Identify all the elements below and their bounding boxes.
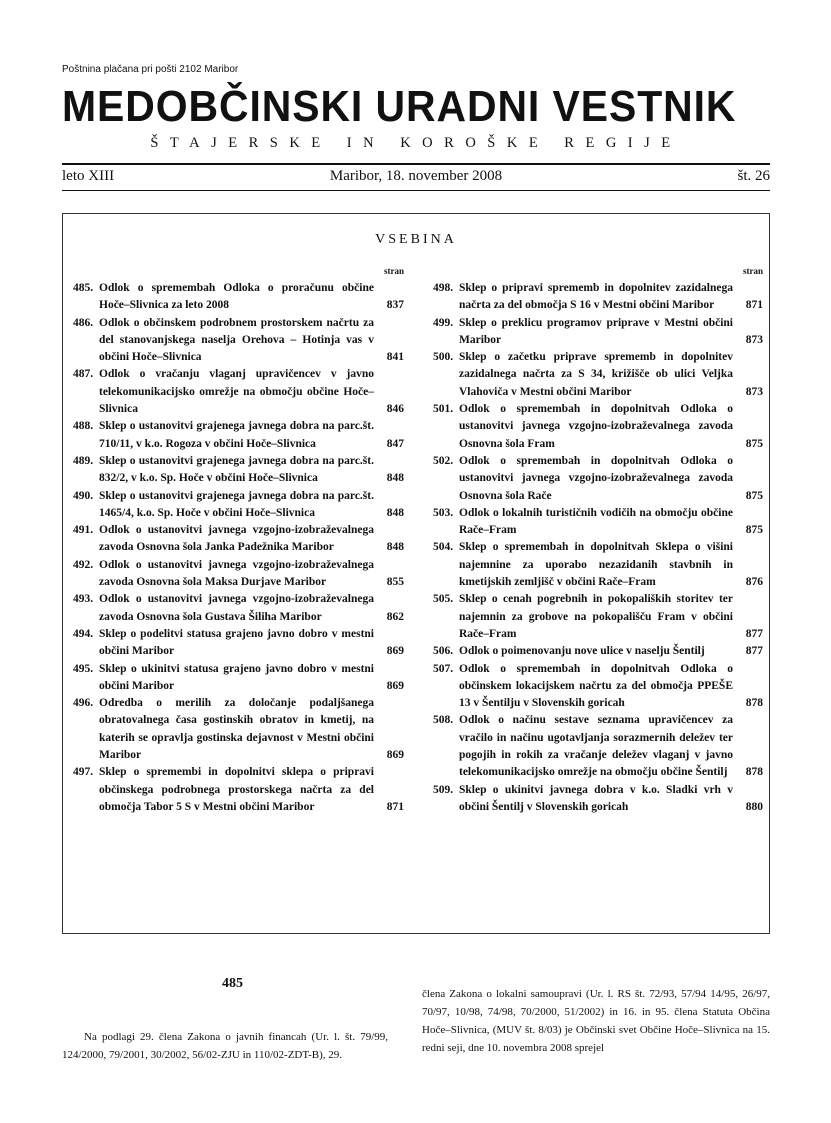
entry-number: 503.	[433, 506, 454, 519]
issue-number: št. 26	[737, 168, 770, 184]
header-divider-top	[62, 163, 770, 165]
entry-number: 506.	[433, 645, 454, 658]
page-column-header: stran	[743, 266, 763, 276]
entry-page: 846	[386, 403, 404, 416]
entry-title: Odredba o merilih za določanje podaljšanega obratovalnega časa gostinskih obratov in kmetij, na katerih se opravlja gostinska dejavnost v Mestni občini Maribor	[99, 697, 374, 762]
entry-title: Odlok o poimenovanju nove ulice v naselju Šentilj	[459, 645, 705, 658]
table-of-contents	[62, 213, 770, 934]
entry-page: 848	[386, 472, 404, 485]
entry-page: 875	[745, 524, 763, 537]
contents-entry[interactable]	[73, 557, 404, 592]
entry-title: Sklep o preklicu programov priprave v Mestni občini Maribor	[459, 316, 733, 346]
postal-note: Poštnina plačana pri pošti 2102 Maribor	[62, 64, 239, 75]
entry-number: 490.	[73, 489, 94, 502]
contents-column-right	[433, 262, 763, 816]
entry-number: 486.	[73, 316, 94, 329]
entry-title: Odlok o ustanovitvi javnega vzgojno-izobraževalnega zavoda Osnovna šola Gustava Šiliha Maribor	[99, 593, 374, 623]
entry-title: Sklep o pripravi sprememb in dopolnitev zazidalnega načrta za del območja S 16 v Mestni občini Maribor	[459, 282, 733, 312]
entry-title: Odlok o ustanovitvi javnega vzgojno-izobraževalnega zavoda Osnovna šola Maksa Durjave Maribor	[99, 558, 374, 589]
entry-title: Sklep o cenah pogrebnih in pokopaliških storitev ter najemnin za grobove na pokopališču Fram v občini Rače–Fram	[459, 593, 733, 640]
entry-number: 509.	[433, 783, 454, 796]
entry-page: 873	[745, 333, 763, 346]
entry-title: Odlok o lokalnih turističnih vodičih na območju občine Rače–Fram	[459, 506, 733, 537]
contents-entry[interactable]	[73, 661, 404, 696]
entry-page: 869	[386, 645, 404, 658]
contents-entry[interactable]	[433, 349, 763, 401]
entry-title: Odlok o ustanovitvi javnega vzgojno-izobraževalnega zavoda Osnovna šola Janka Padežnika Maribor	[99, 524, 374, 554]
contents-entry[interactable]	[73, 366, 404, 418]
entry-page: 878	[745, 766, 763, 779]
contents-entry[interactable]	[73, 522, 404, 557]
entry-page: 869	[386, 679, 404, 692]
contents-entry[interactable]	[433, 539, 763, 591]
contents-entry[interactable]	[73, 488, 404, 523]
contents-column-left	[73, 262, 404, 816]
volume-year: leto XIII	[62, 168, 115, 184]
entry-number: 500.	[433, 351, 454, 364]
entry-title: Sklep o ukinitvi javnega dobra v k.o. Sladki vrh v občini Šentilj v Slovenskih goricah	[459, 783, 733, 813]
contents-entry[interactable]	[433, 712, 763, 781]
entry-number: 487.	[73, 368, 94, 381]
entry-page: 848	[386, 541, 404, 554]
entry-page: 871	[386, 800, 404, 813]
contents-entry[interactable]	[73, 591, 404, 626]
entry-page: 877	[745, 645, 763, 658]
entry-number: 496.	[73, 697, 94, 710]
entry-page: 848	[386, 506, 404, 519]
entry-number: 504.	[433, 541, 454, 554]
entry-number: 492.	[73, 558, 94, 571]
contents-entry[interactable]	[73, 695, 404, 764]
entry-number: 493.	[73, 593, 94, 606]
contents-entry[interactable]	[73, 453, 404, 488]
entry-page: 876	[745, 576, 763, 589]
entry-number: 507.	[433, 662, 454, 675]
entry-page: 877	[745, 627, 763, 640]
article-text-left: Na podlagi 29. člena Zakona o javnih financah (Ur. l. št. 79/99, 124/2000, 79/2001, 30/2002, 56/02-ZJU in 110/02-ZDT-B), 29.	[62, 1031, 388, 1061]
entry-number: 497.	[73, 766, 94, 779]
entry-title: Sklep o ustanovitvi grajenega javnega dobra na parc.št. 832/2, v k.o. Sp. Hoče v občini Hoče–Slivnica	[99, 454, 374, 485]
entry-page: 841	[386, 351, 404, 364]
contents-entry[interactable]	[73, 626, 404, 661]
entry-title: Sklep o podelitvi statusa grajeno javno dobro v mestni občini Maribor	[99, 627, 374, 658]
entry-page: 878	[745, 697, 763, 710]
publication-subtitle: ŠTAJERSKE IN KOROŠKE REGIJE	[150, 135, 682, 151]
entry-number: 501.	[433, 403, 454, 416]
entry-page: 855	[386, 576, 404, 589]
entry-page: 873	[745, 385, 763, 398]
contents-entry[interactable]	[73, 315, 404, 367]
entry-page: 837	[386, 299, 404, 312]
entry-title: Sklep o spremembah in dopolnitvah Sklepa o višini najemnine za uporabo nezazidanih stavbnih in kmetijskih zemljišč v občini Rače–Fram	[459, 541, 733, 589]
entry-title: Odlok o spremembah in dopolnitvah Odloka o ustanovitvi javnega vzgojno-izobraževalnega zavoda Osnovna šola Rače	[459, 454, 733, 502]
entry-page: 875	[745, 437, 763, 450]
contents-entry[interactable]	[433, 643, 763, 660]
entry-number: 488.	[73, 420, 94, 433]
contents-entry[interactable]	[73, 764, 404, 816]
page-column-header: stran	[384, 266, 404, 276]
entry-title: Sklep o ukinitvi statusa grajeno javno dobro v mestni občini Maribor	[99, 662, 374, 692]
contents-title: VSEBINA	[375, 232, 457, 247]
entry-title: Odlok o občinskem podrobnem prostorskem načrtu za del stanovanjskega naselja Orehova – Hotinja vas v občini Hoče–Slivnica	[99, 316, 374, 364]
contents-entry[interactable]	[433, 315, 763, 350]
entry-title: Sklep o ustanovitvi grajenega javnega dobra na parc.št. 1465/4, k.o. Sp. Hoče v občini Hoče–Slivnica	[99, 489, 374, 519]
entry-number: 489.	[73, 454, 94, 467]
entry-title: Odlok o spremembah in dopolnitvah Odloka o ustanovitvi javnega vzgojno-izobraževalnega zavoda Osnovna šola Fram	[459, 403, 733, 450]
contents-entry[interactable]	[433, 401, 763, 453]
issue-date: Maribor, 18. november 2008	[329, 168, 503, 184]
contents-entry[interactable]	[433, 782, 763, 817]
entry-number: 498.	[433, 282, 454, 294]
entry-title: Sklep o spremembi in dopolnitvi sklepa o pripravi občinskega podrobnega prostorskega načrta za del območja Tabor 5 S v Mestni občini Maribor	[99, 766, 374, 813]
entry-title: Odlok o spremembah Odloka o proračunu občine Hoče–Slivnica za leto 2008	[99, 282, 374, 312]
entry-number: 508.	[433, 714, 454, 727]
contents-entry[interactable]	[433, 661, 763, 713]
contents-entry[interactable]	[433, 453, 763, 505]
entry-title: Odlok o načinu sestave seznama upravičencev za vračilo in načinu ugotavljanja sorazmernih deležev ter pogojih in rokih za vračanje deležev vlaganj v javno telekomunikacijsko omrežje na območju občine Šentilj	[459, 714, 733, 779]
article-text-right: člena Zakona o lokalni samoupravi (Ur. l. RS št. 72/93, 57/94 14/95, 26/97, 70/97, 10/98, 74/98, 70/2000, 51/2002) in 16. in 95. člena Statuta Občina Hoče–Slivnica, (MUV št. 8/03) je Občinski svet Občine Hoče–Slivnica na 15. redni seji, dne 10. novembra 2008 sprejel	[422, 988, 770, 1054]
entry-title: Sklep o začetku priprave sprememb in dopolnitev zazidalnega načrta za S 34, križišče ob ulici Veljka Vlahoviča v Mestni občini Maribor	[459, 351, 733, 398]
issue-info-line	[62, 168, 770, 188]
contents-entry[interactable]	[433, 591, 763, 643]
entry-page: 871	[745, 299, 763, 312]
entry-page: 880	[745, 800, 763, 813]
entry-number: 485.	[73, 282, 94, 294]
entry-number: 494.	[73, 627, 94, 640]
entry-page: 862	[386, 610, 404, 623]
entry-title: Odlok o spremembah in dopolnitvah Odloka o občinskem lokacijskem načrtu za del območja PPEŠE 13 v Šentilju v Slovenskih goricah	[459, 662, 733, 710]
contents-entry[interactable]	[433, 280, 763, 315]
entry-page: 869	[386, 749, 404, 762]
entry-number: 499.	[433, 316, 454, 329]
entry-title: Odlok o vračanju vlaganj upravičencev v javno telekomunikacijsko omrežje na območju občine Hoče–Slivnica	[99, 368, 374, 416]
contents-entry[interactable]	[433, 505, 763, 540]
article-number: 485	[222, 976, 243, 991]
entry-page: 847	[386, 437, 404, 450]
entry-number: 505.	[433, 593, 454, 606]
entry-number: 495.	[73, 662, 94, 675]
publication-title: MEDOBČINSKI URADNI VESTNIK	[62, 82, 737, 131]
entry-page: 875	[745, 489, 763, 502]
header-divider-bottom	[62, 190, 770, 191]
entry-number: 491.	[73, 524, 94, 537]
entry-number: 502.	[433, 454, 454, 467]
contents-entry[interactable]	[73, 418, 404, 453]
contents-entry[interactable]	[73, 280, 404, 315]
entry-title: Sklep o ustanovitvi grajenega javnega dobra na parc.št. 710/11, v k.o. Rogoza v občini Hoče–Slivnica	[99, 420, 374, 450]
